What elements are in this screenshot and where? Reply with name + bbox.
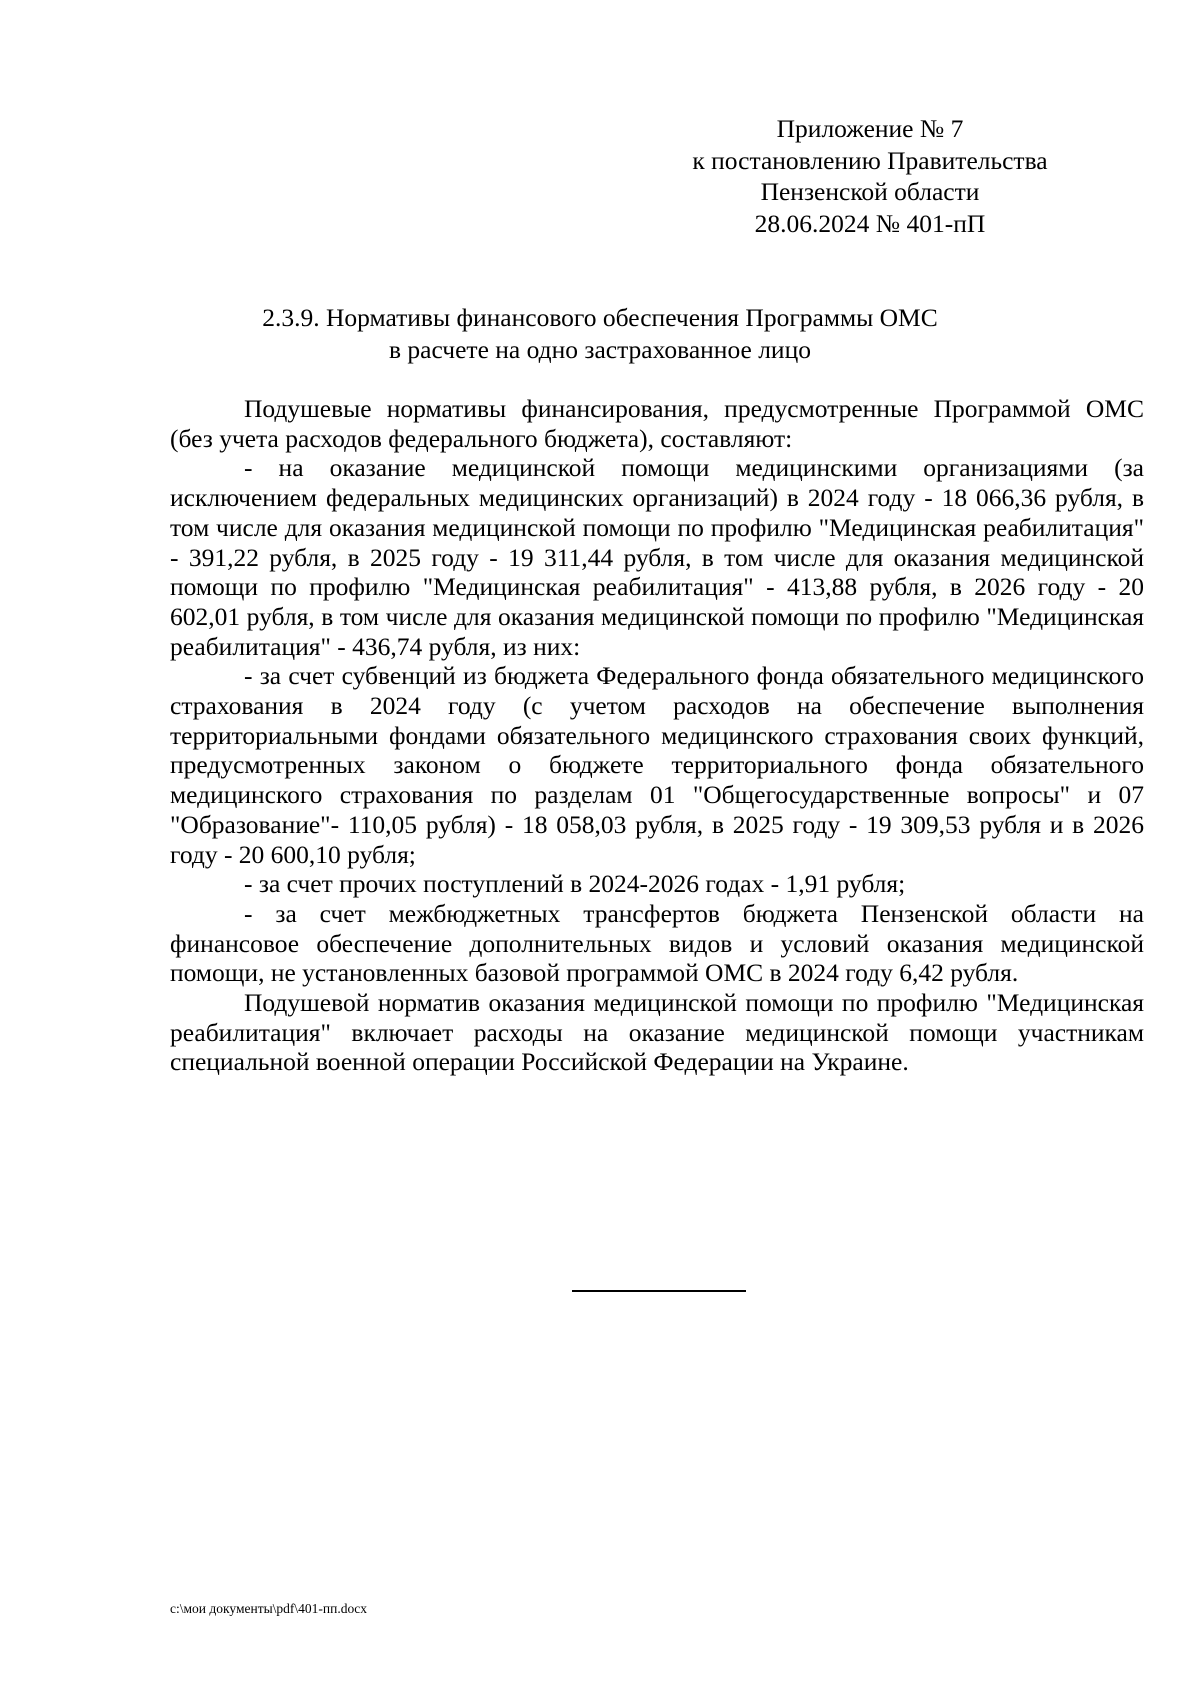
document-body bbox=[170, 394, 1144, 1077]
rehabilitation-note-paragraph: Подушевой норматив оказания медицинской помощи по профилю "Медицинская реабилитация" включает расходы на оказание медицинской помощи участникам специальной военной операции Российской Федерации на Украине. bbox=[170, 988, 1144, 1077]
appendix-block bbox=[660, 113, 1080, 239]
subventions-paragraph: - за счет субвенций из бюджета Федерального фонда обязательного медицинского страхования в 2024 году (с учетом расходов на обеспечение выполнения территориальными фондами обязательного медицинского страхования своих функций, предусмотренных законом о бюджете территориального фонда обязательного медицинского страхования по разделам 01 "Общегосударственные вопросы" и 07 "Образование"- 110,05 рубля) - 18 058,03 рубля, в 2025 году - 19 309,53 рубля и в 2026 году - 20 600,10 рубля; bbox=[170, 661, 1144, 869]
appendix-resolution-line: к постановлению Правительства bbox=[692, 145, 1048, 175]
footer-file-path: c:\мои документы\pdf\401-пп.docx bbox=[170, 1601, 367, 1616]
intro-paragraph: Подушевые нормативы финансирования, предусмотренные Программой ОМС (без учета расходов федерального бюджета), составляют: bbox=[170, 394, 1144, 453]
medical-organizations-paragraph: - на оказание медицинской помощи медицинскими организациями (за исключением федеральных медицинских организаций) в 2024 году - 18 066,36 рубля, в том числе для оказания медицинской помощи по профилю "Медицинская реабилитация" - 391,22 рубля, в 2025 году - 19 311,44 рубля, в том числе для оказания медицинской помощи по профилю "Медицинская реабилитация" - 413,88 рубля, в 2026 году - 20 602,01 рубля, в том числе для оказания медицинской помощи по профилю "Медицинская реабилитация" - 436,74 рубля, из них: bbox=[170, 453, 1144, 661]
section-heading-line-2: в расчете на одно застрахованное лицо bbox=[389, 334, 811, 364]
end-separator-line bbox=[572, 1290, 746, 1292]
section-heading-line-1: 2.3.9. Нормативы финансового обеспечения Программы ОМС bbox=[262, 303, 938, 332]
appendix-number: Приложение № 7 bbox=[776, 114, 964, 143]
section-heading bbox=[220, 302, 980, 365]
other-receipts-paragraph: - за счет прочих поступлений в 2024-2026 годах - 1,91 рубля; bbox=[244, 869, 906, 899]
appendix-region-line: Пензенской области bbox=[760, 177, 980, 206]
interbudget-transfers-paragraph: - за счет межбюджетных трансфертов бюджета Пензенской области на финансовое обеспечение дополнительных видов и условий оказания медицинской помощи, не установленных базовой программой ОМС в 2024 году 6,42 рубля. bbox=[170, 898, 1144, 988]
appendix-date-number: 28.06.2024 № 401-пП bbox=[754, 208, 986, 238]
